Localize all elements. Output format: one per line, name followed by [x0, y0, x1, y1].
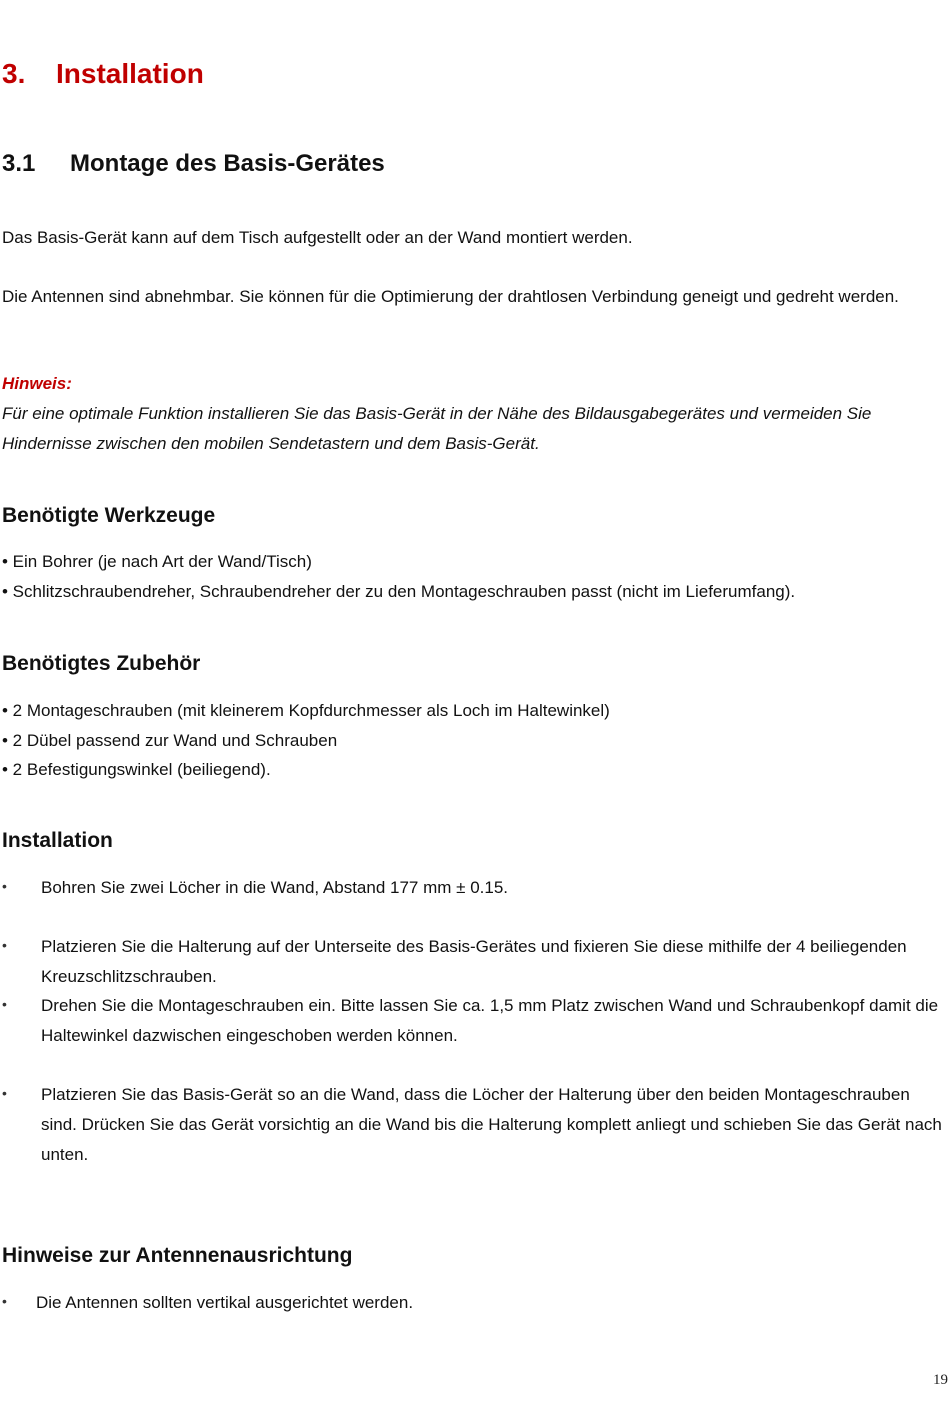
section-number: 3. — [2, 58, 26, 89]
antenna-item: Die Antennen sollten vertikal ausgerichtet werden. — [36, 1293, 414, 1312]
note-title: Hinweis: — [2, 374, 72, 393]
subsection-number: 3.1 — [2, 150, 36, 177]
accessories-item: • 2 Dübel passend zur Wand und Schrauben — [2, 731, 338, 750]
tools-item: • Ein Bohrer (je nach Art der Wand/Tisch) — [2, 552, 312, 571]
bullet-icon: • — [2, 878, 7, 894]
installation-step: Bohren Sie zwei Löcher in die Wand, Abstand 177 mm ± 0.15. — [41, 878, 509, 897]
antenna-heading: Hinweise zur Antennenausrichtung — [2, 1244, 353, 1267]
paragraph-antennas: Die Antennen sind abnehmbar. Sie können für die Optimierung der drahtlosen Verbindung geneigt und gedreht werden. — [2, 287, 899, 306]
section-title: Installation — [56, 58, 204, 89]
installation-step: Platzieren Sie die Halterung auf der Unterseite des Basis-Gerätes und fixieren Sie diese mithilfe der 4 beiliegenden Kreuzschlitzschrauben. — [41, 937, 907, 986]
paragraph-mounting: Das Basis-Gerät kann auf dem Tisch aufgestellt oder an der Wand montiert werden. — [2, 228, 633, 247]
page-number: 19 — [933, 1372, 948, 1388]
accessories-heading: Benötigtes Zubehör — [2, 652, 201, 675]
accessories-item: • 2 Befestigungswinkel (beiliegend). — [2, 760, 271, 779]
installation-step: Drehen Sie die Montageschrauben ein. Bitte lassen Sie ca. 1,5 mm Platz zwischen Wand und Schraubenkopf damit die Haltewinkel dazwischen eingeschoben werden können. — [41, 996, 939, 1045]
bullet-icon: • — [2, 937, 7, 953]
subsection-title: Montage des Basis-Gerätes — [70, 150, 385, 177]
note-text: Für eine optimale Funktion installieren Sie das Basis-Gerät in der Nähe des Bildausgabegerätes und vermeiden Sie Hindernisse zwischen den mobilen Sendetastern und dem Basis-Gerät. — [2, 404, 872, 453]
bullet-icon: • — [2, 1293, 7, 1309]
bullet-icon: • — [2, 996, 7, 1012]
installation-step: Platzieren Sie das Basis-Gerät so an die Wand, dass die Löcher der Halterung über den beiden Montageschrauben sind. Drücken Sie das Gerät vorsichtig an die Wand bis die Halterung komplett anliegt und schieben Sie das Gerät nach unten. — [41, 1085, 942, 1164]
installation-heading: Installation — [2, 829, 113, 852]
tools-item: • Schlitzschraubendreher, Schraubendreher der zu den Montageschrauben passt (nicht im Lieferumfang). — [2, 582, 796, 601]
accessories-item: • 2 Montageschrauben (mit kleinerem Kopfdurchmesser als Loch im Haltewinkel) — [2, 701, 610, 720]
section-heading — [2, 58, 204, 90]
bullet-icon: • — [2, 1085, 7, 1101]
tools-heading: Benötigte Werkzeuge — [2, 504, 216, 527]
subsection-heading — [2, 150, 385, 178]
